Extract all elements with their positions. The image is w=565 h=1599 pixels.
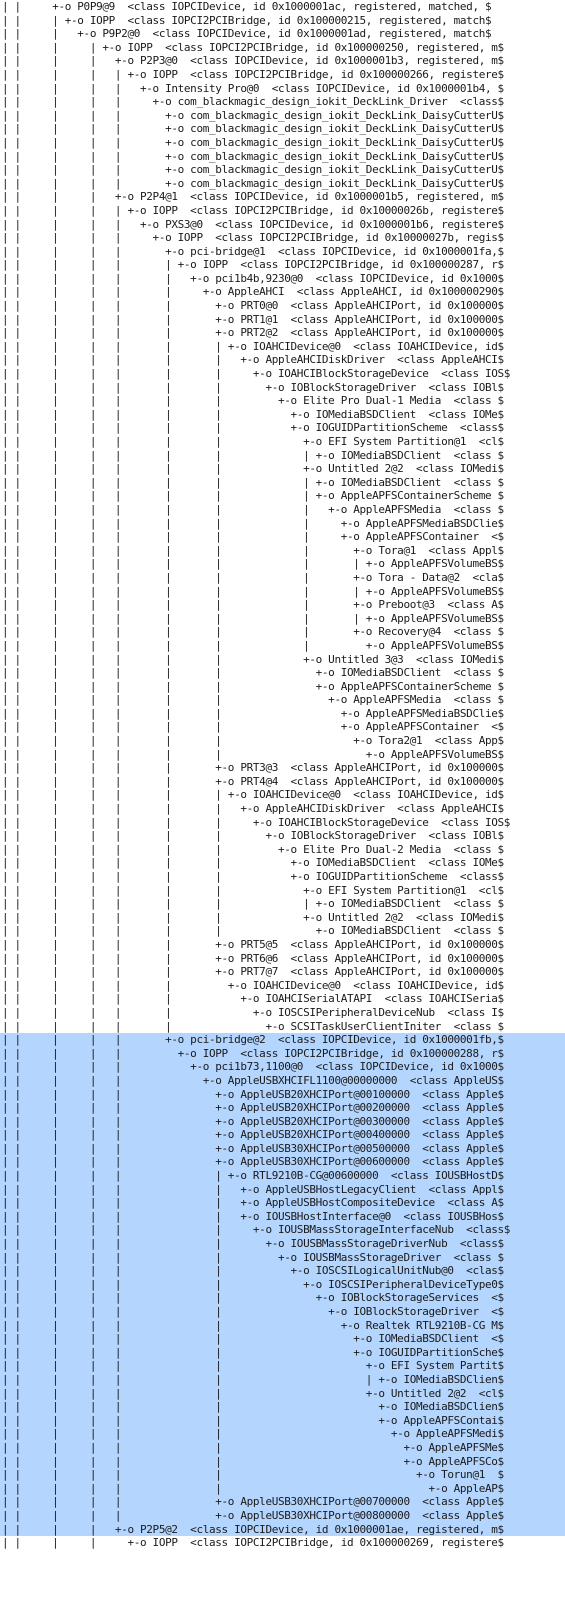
terminal-line: | | | | | | | | +-o AppleAPFSVolumeBS$ — [2, 638, 504, 652]
terminal-line: | | | | +-o P2P4@1 <class IOPCIDevice, id 0x1000001b5, registered, m$ — [2, 190, 504, 204]
terminal-line: | | | | | | | +-o IOMediaBSDClient <class $ — [2, 666, 504, 680]
selected-terminal-line: | | | | | +-o AppleUSB30XHCIPort@00500000 <class Apple$ — [0, 1142, 565, 1156]
terminal-line: | | | | | | | | +-o Tora - Data@2 <cla$ — [2, 570, 504, 584]
terminal-line: | | | | +-o IOPP <class IOPCI2PCIBridge, id 0x100000250, registered, m$ — [2, 40, 504, 54]
terminal-line: | | | | | | | | +-o IOMediaBSDClient <class $ — [2, 448, 504, 462]
terminal-line: | | | +-o IOPP <class IOPCI2PCIBridge, id 0x100000215, registered, match$ — [2, 13, 492, 27]
terminal-line: | | | | | | | +-o Untitled 3@3 <class IOMedi$ — [2, 652, 504, 666]
terminal-line: | | | | | | | +-o AppleAHCIDiskDriver <class AppleAHCI$ — [2, 353, 504, 367]
terminal-line: | | | | | | +-o IOPP <class IOPCI2PCIBridge, id 0x100000287, r$ — [2, 258, 504, 272]
selected-terminal-line: | | | | | | +-o AppleUSBHostCompositeDevice <class A$ — [0, 1196, 565, 1210]
terminal-line: | | | | | | | | +-o Preboot@3 <class A$ — [2, 598, 504, 612]
terminal-line: | | | | | | | +-o IOGUIDPartitionScheme <class$ — [2, 870, 504, 883]
terminal-line: | | | | | +-o com_blackmagic_design_iokit_DeckLink_Driver <class$ — [2, 95, 504, 109]
terminal-line: | | | | | +-o com_blackmagic_design_iokit_DeckLink_DaisyCutterU$ — [2, 149, 504, 163]
selected-terminal-line: | | | | | | +-o AppleUSBHostLegacyClient <class Appl$ — [0, 1183, 565, 1197]
selected-terminal-line: | | | | | +-o AppleUSB30XHCIPort@00800000 <class Apple$ — [0, 1509, 565, 1523]
terminal-line: | | | | | | +-o IOAHCIDevice@0 <class IOAHCIDevice, id$ — [2, 978, 504, 992]
selected-terminal-line: | | | | | +-o AppleUSB20XHCIPort@00300000 <class Apple$ — [0, 1115, 565, 1129]
terminal-line: | | | | | | +-o IOAHCISerialATAPI <class IOAHCISeria$ — [2, 992, 504, 1006]
selected-terminal-line: | | | | | | +-o IOMediaBSDClient <$ — [0, 1332, 565, 1346]
terminal-line: | | | | | | +-o PRT1@1 <class AppleAHCIPort, id 0x100000$ — [2, 312, 504, 326]
selected-terminal-line: | | | | | | +-o IOUSBMassStorageDriver <class $ — [0, 1251, 565, 1265]
terminal-line: | | | | | | +-o PRT7@7 <class AppleAHCIPort, id 0x100000$ — [2, 965, 504, 979]
terminal-line: | | | | | | | +-o Elite Pro Dual-1 Media <class $ — [2, 394, 504, 408]
terminal-line: | | | | | | | +-o Untitled 2@2 <class IOMedi$ — [2, 462, 504, 476]
selected-terminal-line: | | | | | | +-o IOSCSILogicalUnitNub@0 <clas$ — [0, 1264, 565, 1278]
selected-terminal-line: | | | | | | +-o AppleAPFSMe$ — [0, 1441, 565, 1455]
terminal-line: | | | | | | | +-o AppleAPFSContainerScheme $ — [2, 679, 504, 693]
selected-terminal-line: | | | | | | +-o IOUSBMassStorageInterfaceNub <class$ — [0, 1223, 565, 1237]
terminal-line: | | | | | | +-o PRT4@4 <class AppleAHCIPort, id 0x100000$ — [2, 774, 504, 788]
terminal-line: | | | | | | | +-o IOAHCIDevice@0 <class IOAHCIDevice, id$ — [2, 788, 504, 802]
terminal-line: | | | | | | | | +-o AppleAPFSMedia <class $ — [2, 502, 504, 516]
terminal-line: | | | | | | +-o PRT6@6 <class AppleAHCIPort, id 0x100000$ — [2, 951, 504, 965]
selected-terminal-line: | | | | | | +-o IOUSBHostInterface@0 <class IOUSBHos$ — [0, 1210, 565, 1224]
selected-terminal-line: | | | | +-o P2P5@2 <class IOPCIDevice, id 0x1000001ae, registered, m$ — [0, 1523, 565, 1537]
terminal-line: | | | | | | | +-o IOAHCIBlockStorageDevice <class IOS$ — [2, 367, 511, 381]
terminal-line: | | | | | | | +-o IOBlockStorageDriver <class IOBl$ — [2, 829, 504, 843]
terminal-line: | | | | | | | +-o IOMediaBSDClient <class IOMe$ — [2, 856, 504, 870]
selected-terminal-line: | | | | | | +-o AppleAPFSCo$ — [0, 1455, 565, 1469]
terminal-line: | | | | | | | +-o IOAHCIBlockStorageDevice <class IOS$ — [2, 815, 511, 829]
selected-terminal-line: | | | | | +-o AppleUSB20XHCIPort@00200000 <class Apple$ — [0, 1101, 565, 1115]
selected-terminal-line: | | | | | +-o pci1b73,1100@0 <class IOPCIDevice, id 0x1000$ — [0, 1060, 565, 1074]
terminal-line: | | | | | | | | +-o AppleAPFSContainerScheme $ — [2, 489, 504, 503]
selected-terminal-line: | | | | | | +-o IOBlockStorageDriver <$ — [0, 1305, 565, 1319]
terminal-line: | | | | | | +-o PRT2@2 <class AppleAHCIPort, id 0x100000$ — [2, 326, 504, 340]
terminal-line: | | | | | +-o com_blackmagic_design_iokit_DeckLink_DaisyCutterU$ — [2, 176, 504, 190]
terminal-line: | | | | | +-o Intensity Pro@0 <class IOPCIDevice, id 0x1000001b4, $ — [2, 81, 504, 95]
terminal-line: | | | | +-o P2P3@0 <class IOPCIDevice, id 0x1000001b3, registered, m$ — [2, 54, 504, 68]
terminal-line: | | | +-o P9P2@0 <class IOPCIDevice, id 0x1000001ad, registered, match$ — [2, 27, 492, 41]
selected-terminal-line: | | | | | +-o AppleUSB30XHCIPort@00700000 <class Apple$ — [0, 1495, 565, 1509]
terminal-line: | | | | | +-o IOPP <class IOPCI2PCIBridge, id 0x10000026b, registere$ — [2, 203, 504, 217]
terminal-line: | | | | | | | | +-o Recovery@4 <class $ — [2, 625, 504, 639]
selected-terminal-line: | | | | | | +-o RTL9210B-CG@00600000 <class IOUSBHostD$ — [0, 1169, 565, 1183]
terminal-line: | | | | | +-o IOPP <class IOPCI2PCIBridge, id 0x100000266, registere$ — [2, 67, 504, 81]
selected-terminal-line: | | | | | | +-o Realtek RTL9210B-CG M$ — [0, 1319, 565, 1333]
selected-terminal-line: | | | | | | +-o AppleAPFSMedi$ — [0, 1427, 565, 1441]
terminal-line: | | | | | | | +-o Untitled 2@2 <class IOMedi$ — [2, 910, 504, 924]
selected-terminal-line: | | | | | +-o AppleUSBXHCIFL1100@00000000 <class AppleUS$ — [0, 1074, 565, 1088]
selected-terminal-line: | | | | | | +-o AppleAP$ — [0, 1482, 565, 1496]
terminal-line: | | | | | | | +-o EFI System Partition@1 <cl$ — [2, 883, 504, 897]
selected-terminal-line: | | | | | +-o IOPP <class IOPCI2PCIBridge, id 0x100000288, r$ — [0, 1047, 565, 1061]
terminal-line: | | | | | | | | +-o IOMediaBSDClient <class $ — [2, 475, 504, 489]
selected-terminal-line: | | | | | | +-o Untitled 2@2 <cl$ — [0, 1387, 565, 1401]
terminal-line: | | | | | | | +-o IOAHCIDevice@0 <class IOAHCIDevice, id$ — [2, 339, 504, 353]
terminal-line: | | | | | | | +-o AppleAPFSMedia <class $ — [2, 693, 504, 707]
terminal-line: | | | | | | +-o AppleAHCI <class AppleAHCI, id 0x100000290$ — [2, 285, 504, 299]
selected-terminal-line: | | | | | | +-o Torun@1 $ — [0, 1468, 565, 1482]
selected-terminal-line: | | | | | | +-o EFI System Partit$ — [0, 1359, 565, 1373]
selected-terminal-line: | | | | | | +-o AppleAPFSContai$ — [0, 1414, 565, 1428]
terminal-line: | | | | | +-o com_blackmagic_design_iokit_DeckLink_DaisyCutterU$ — [2, 122, 504, 136]
selected-terminal-line: | | | | | +-o AppleUSB20XHCIPort@00100000 <class Apple$ — [0, 1088, 565, 1102]
selected-terminal-line: | | | | | +-o AppleUSB30XHCIPort@00600000 <class Apple$ — [0, 1155, 565, 1169]
selected-terminal-line: | | | | | | +-o IOUSBMassStorageDriverNub <class$ — [0, 1237, 565, 1251]
terminal-line: | | | | | | +-o SCSITaskUserClientIniter <class $ — [2, 1019, 504, 1033]
terminal-line: | | | | | | | +-o IOMediaBSDClient <class IOMe$ — [2, 407, 504, 421]
terminal-line: | | | | | | | | | +-o AppleAPFSVolumeBS$ — [2, 557, 504, 571]
selected-terminal-line: | | | | | | | +-o IOMediaBSDClien$ — [0, 1373, 565, 1387]
terminal-line: | | | | | | | +-o Tora2@1 <class App$ — [2, 734, 504, 748]
terminal-line: | | | | | | | +-o Elite Pro Dual-2 Media <class $ — [2, 842, 504, 856]
terminal-line: | | | | +-o IOPP <class IOPCI2PCIBridge, id 0x100000269, registere$ — [2, 1536, 504, 1550]
terminal-line: | | | | | +-o pci-bridge@1 <class IOPCIDevice, id 0x1000001fa,$ — [2, 244, 504, 258]
selected-terminal-line: | | | | | | +-o IOMediaBSDClien$ — [0, 1400, 565, 1414]
terminal-line: | | | | | | | | +-o Tora@1 <class Appl$ — [2, 543, 504, 557]
terminal-line: | | | | | +-o com_blackmagic_design_iokit_DeckLink_DaisyCutterU$ — [2, 135, 504, 149]
terminal-line: | | | | | +-o com_blackmagic_design_iokit_DeckLink_DaisyCutterU$ — [2, 108, 504, 122]
terminal-line: | | | | | | | +-o IOBlockStorageDriver <class IOBl$ — [2, 380, 504, 394]
terminal-line: | | | | | | +-o PRT0@0 <class AppleAHCIPort, id 0x100000$ — [2, 299, 504, 313]
terminal-line: | | | | | | | +-o EFI System Partition@1 <cl$ — [2, 435, 504, 448]
terminal-line: | | | | | | | | | +-o AppleAPFSVolumeBS$ — [2, 584, 504, 598]
terminal-line: | | | | | +-o com_blackmagic_design_iokit_DeckLink_DaisyCutterU$ — [2, 163, 504, 177]
terminal-line: | | | | | | | | +-o AppleAPFSContainer <$ — [2, 530, 504, 544]
terminal-line: | | | | | | +-o pci1b4b,9230@0 <class IOPCIDevice, id 0x1000$ — [2, 271, 504, 285]
terminal-line: | | | | | | | | +-o IOMediaBSDClient <class $ — [2, 897, 504, 911]
terminal-line: | | | | | | +-o PRT3@3 <class AppleAHCIPort, id 0x100000$ — [2, 761, 504, 775]
selected-terminal-line: | | | | | | +-o IOGUIDPartitionSche$ — [0, 1346, 565, 1360]
terminal-line: | | | | | | +-o IOSCSIPeripheralDeviceNub <class I$ — [2, 1005, 504, 1019]
terminal-line: | | +-o P0P9@9 <class IOPCIDevice, id 0x1000001ac, registered, matched, $ — [2, 0, 492, 13]
terminal-line: | | | | | | | +-o IOGUIDPartitionScheme <class$ — [2, 421, 504, 435]
terminal-line: | | | | | | | +-o IOMediaBSDClient <class $ — [2, 924, 504, 938]
terminal-line: | | | | | +-o IOPP <class IOPCI2PCIBridge, id 0x10000027b, regis$ — [2, 231, 504, 245]
terminal-line: | | | | | | | +-o AppleAPFSVolumeBS$ — [2, 747, 504, 761]
terminal-line: | | | | | | +-o PRT5@5 <class AppleAHCIPort, id 0x100000$ — [2, 937, 504, 951]
selected-terminal-line: | | | | | +-o AppleUSB20XHCIPort@00400000 <class Apple$ — [0, 1128, 565, 1142]
selected-terminal-line: | | | | | +-o pci-bridge@2 <class IOPCIDevice, id 0x1000001fb,$ — [0, 1033, 565, 1047]
terminal-line: | | | | | | | +-o AppleAPFSContainer <$ — [2, 720, 504, 734]
terminal-line: | | | | | +-o PXS3@0 <class IOPCIDevice, id 0x1000001b6, registere$ — [2, 217, 504, 231]
terminal-line: | | | | | | | +-o AppleAHCIDiskDriver <class AppleAHCI$ — [2, 802, 504, 816]
terminal-line: | | | | | | | | | +-o AppleAPFSVolumeBS$ — [2, 611, 504, 625]
terminal-line: | | | | | | | +-o AppleAPFSMediaBSDClie$ — [2, 706, 504, 720]
terminal-line: | | | | | | | | +-o AppleAPFSMediaBSDClie$ — [2, 516, 504, 530]
selected-terminal-line: | | | | | | +-o IOSCSIPeripheralDeviceType0$ — [0, 1278, 565, 1292]
selected-terminal-line: | | | | | | +-o IOBlockStorageServices <$ — [0, 1291, 565, 1305]
